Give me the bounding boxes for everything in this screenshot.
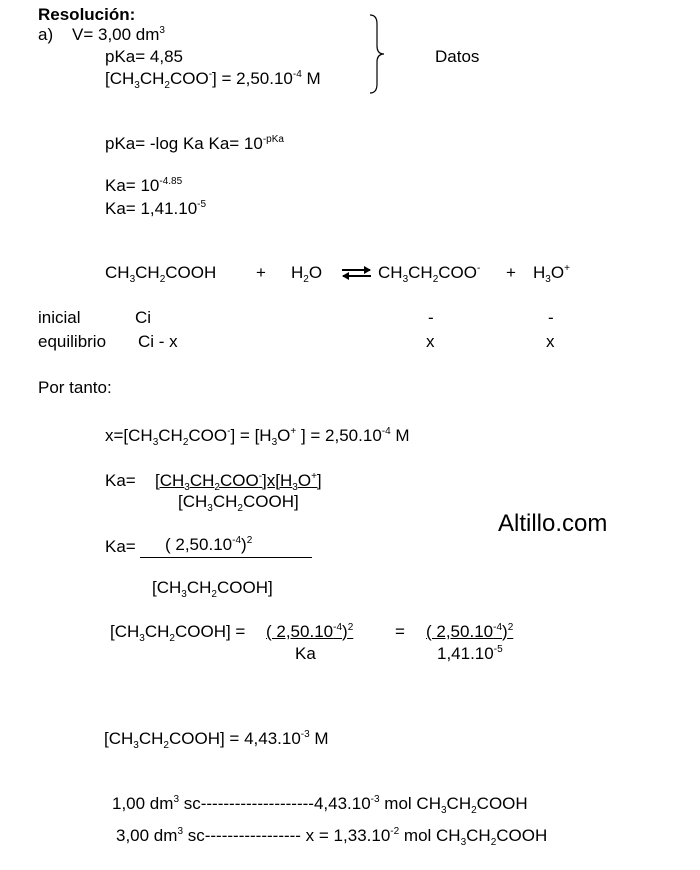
- pka-definition: pKa= -log Ka $Ka= 10^{-pKa}$: [105, 134, 284, 153]
- ka-power: $Ka= 10^{-4.85}$: [105, 176, 183, 195]
- given-concentration: $[CH_3CH_2COO^-] = 2,50.10^{-4}$ M: [105, 69, 321, 91]
- pka-line: pKa= 4,85: [105, 47, 183, 66]
- ka-value: $Ka= 1,41.10^{-5}$: [105, 199, 207, 218]
- concentration-denominator-2: $1,41.10^{-5}$: [437, 644, 503, 663]
- item-label: a): [38, 25, 54, 44]
- concentration-denominator-1: Ka: [295, 644, 316, 663]
- heading: Resolución:: [38, 5, 136, 24]
- plus-sign: +: [256, 263, 266, 282]
- reactant-water: $H_2O$: [291, 263, 323, 285]
- ka-fraction-label: Ka=: [105, 471, 136, 490]
- result-concentration: $[CH_3CH_2COOH] = 4,43.10^{-3}$ M: [104, 729, 329, 751]
- volume-line: V= 3,00 $dm^3$: [72, 25, 165, 44]
- equilibrio-x-2: x: [546, 332, 555, 351]
- row-label-inicial: inicial: [38, 308, 81, 327]
- inicial-ci: Ci: [135, 308, 152, 327]
- watermark: Altillo.com: [498, 510, 608, 537]
- inicial-dash-1: -: [428, 308, 434, 327]
- ka-fraction-numerator: $[CH_3CH_2COO^-]x[H_3O^+]$: [155, 471, 322, 493]
- ka-fraction2-numerator: ( $2,50.10^{-4})^2$: [165, 535, 253, 554]
- reactant-propanoic-acid: $CH_3CH_2COOH$: [105, 263, 217, 285]
- fraction-bar: [140, 557, 312, 558]
- ka-fraction2-label: Ka=: [105, 537, 136, 556]
- equilibrio-ci-x: Ci - x: [138, 332, 178, 351]
- product-propanoate: $CH_3CH_2COO^-$: [378, 263, 481, 285]
- x-equation: $x=[CH_3CH_2COO^-] = [H_3O^+$ ] = $2,50.10^{-4}$ M: [105, 426, 410, 448]
- equals-sign: =: [395, 622, 405, 641]
- concentration-numerator-2: ( $2,50.10^{-4})^2$: [426, 622, 514, 641]
- plus-sign-2: +: [506, 263, 516, 282]
- ka-fraction-denominator: $[CH_3CH_2COOH]$: [178, 492, 299, 514]
- por-tanto: Por tanto:: [38, 378, 112, 397]
- concentration-numerator-1: ( $2,50.10^{-4})^2$: [266, 622, 354, 641]
- datos-label: Datos: [435, 47, 480, 66]
- proportion-line-1: 1,00 $dm^3$ $sc--------------------4,43.10^{-3}$ mol $CH_3CH_2COOH$: [112, 794, 528, 816]
- equilibrio-x-1: x: [426, 332, 435, 351]
- product-hydronium: $H_3O^+$: [533, 263, 570, 285]
- concentration-lhs: $[CH_3CH_2COOH]$ =: [110, 622, 246, 644]
- curly-brace: [362, 12, 392, 96]
- row-label-equilibrio: equilibrio: [38, 332, 107, 351]
- equilibrium-arrows-icon: [340, 264, 374, 282]
- inicial-dash-2: -: [548, 308, 554, 327]
- ka-fraction2-denominator: $[CH_3CH_2COOH]$: [152, 578, 273, 600]
- proportion-line-2: 3,00 $dm^3$ sc----------------- $x = 1,33.10^{-2}$ mol $CH_3CH_2COOH$: [116, 826, 548, 848]
